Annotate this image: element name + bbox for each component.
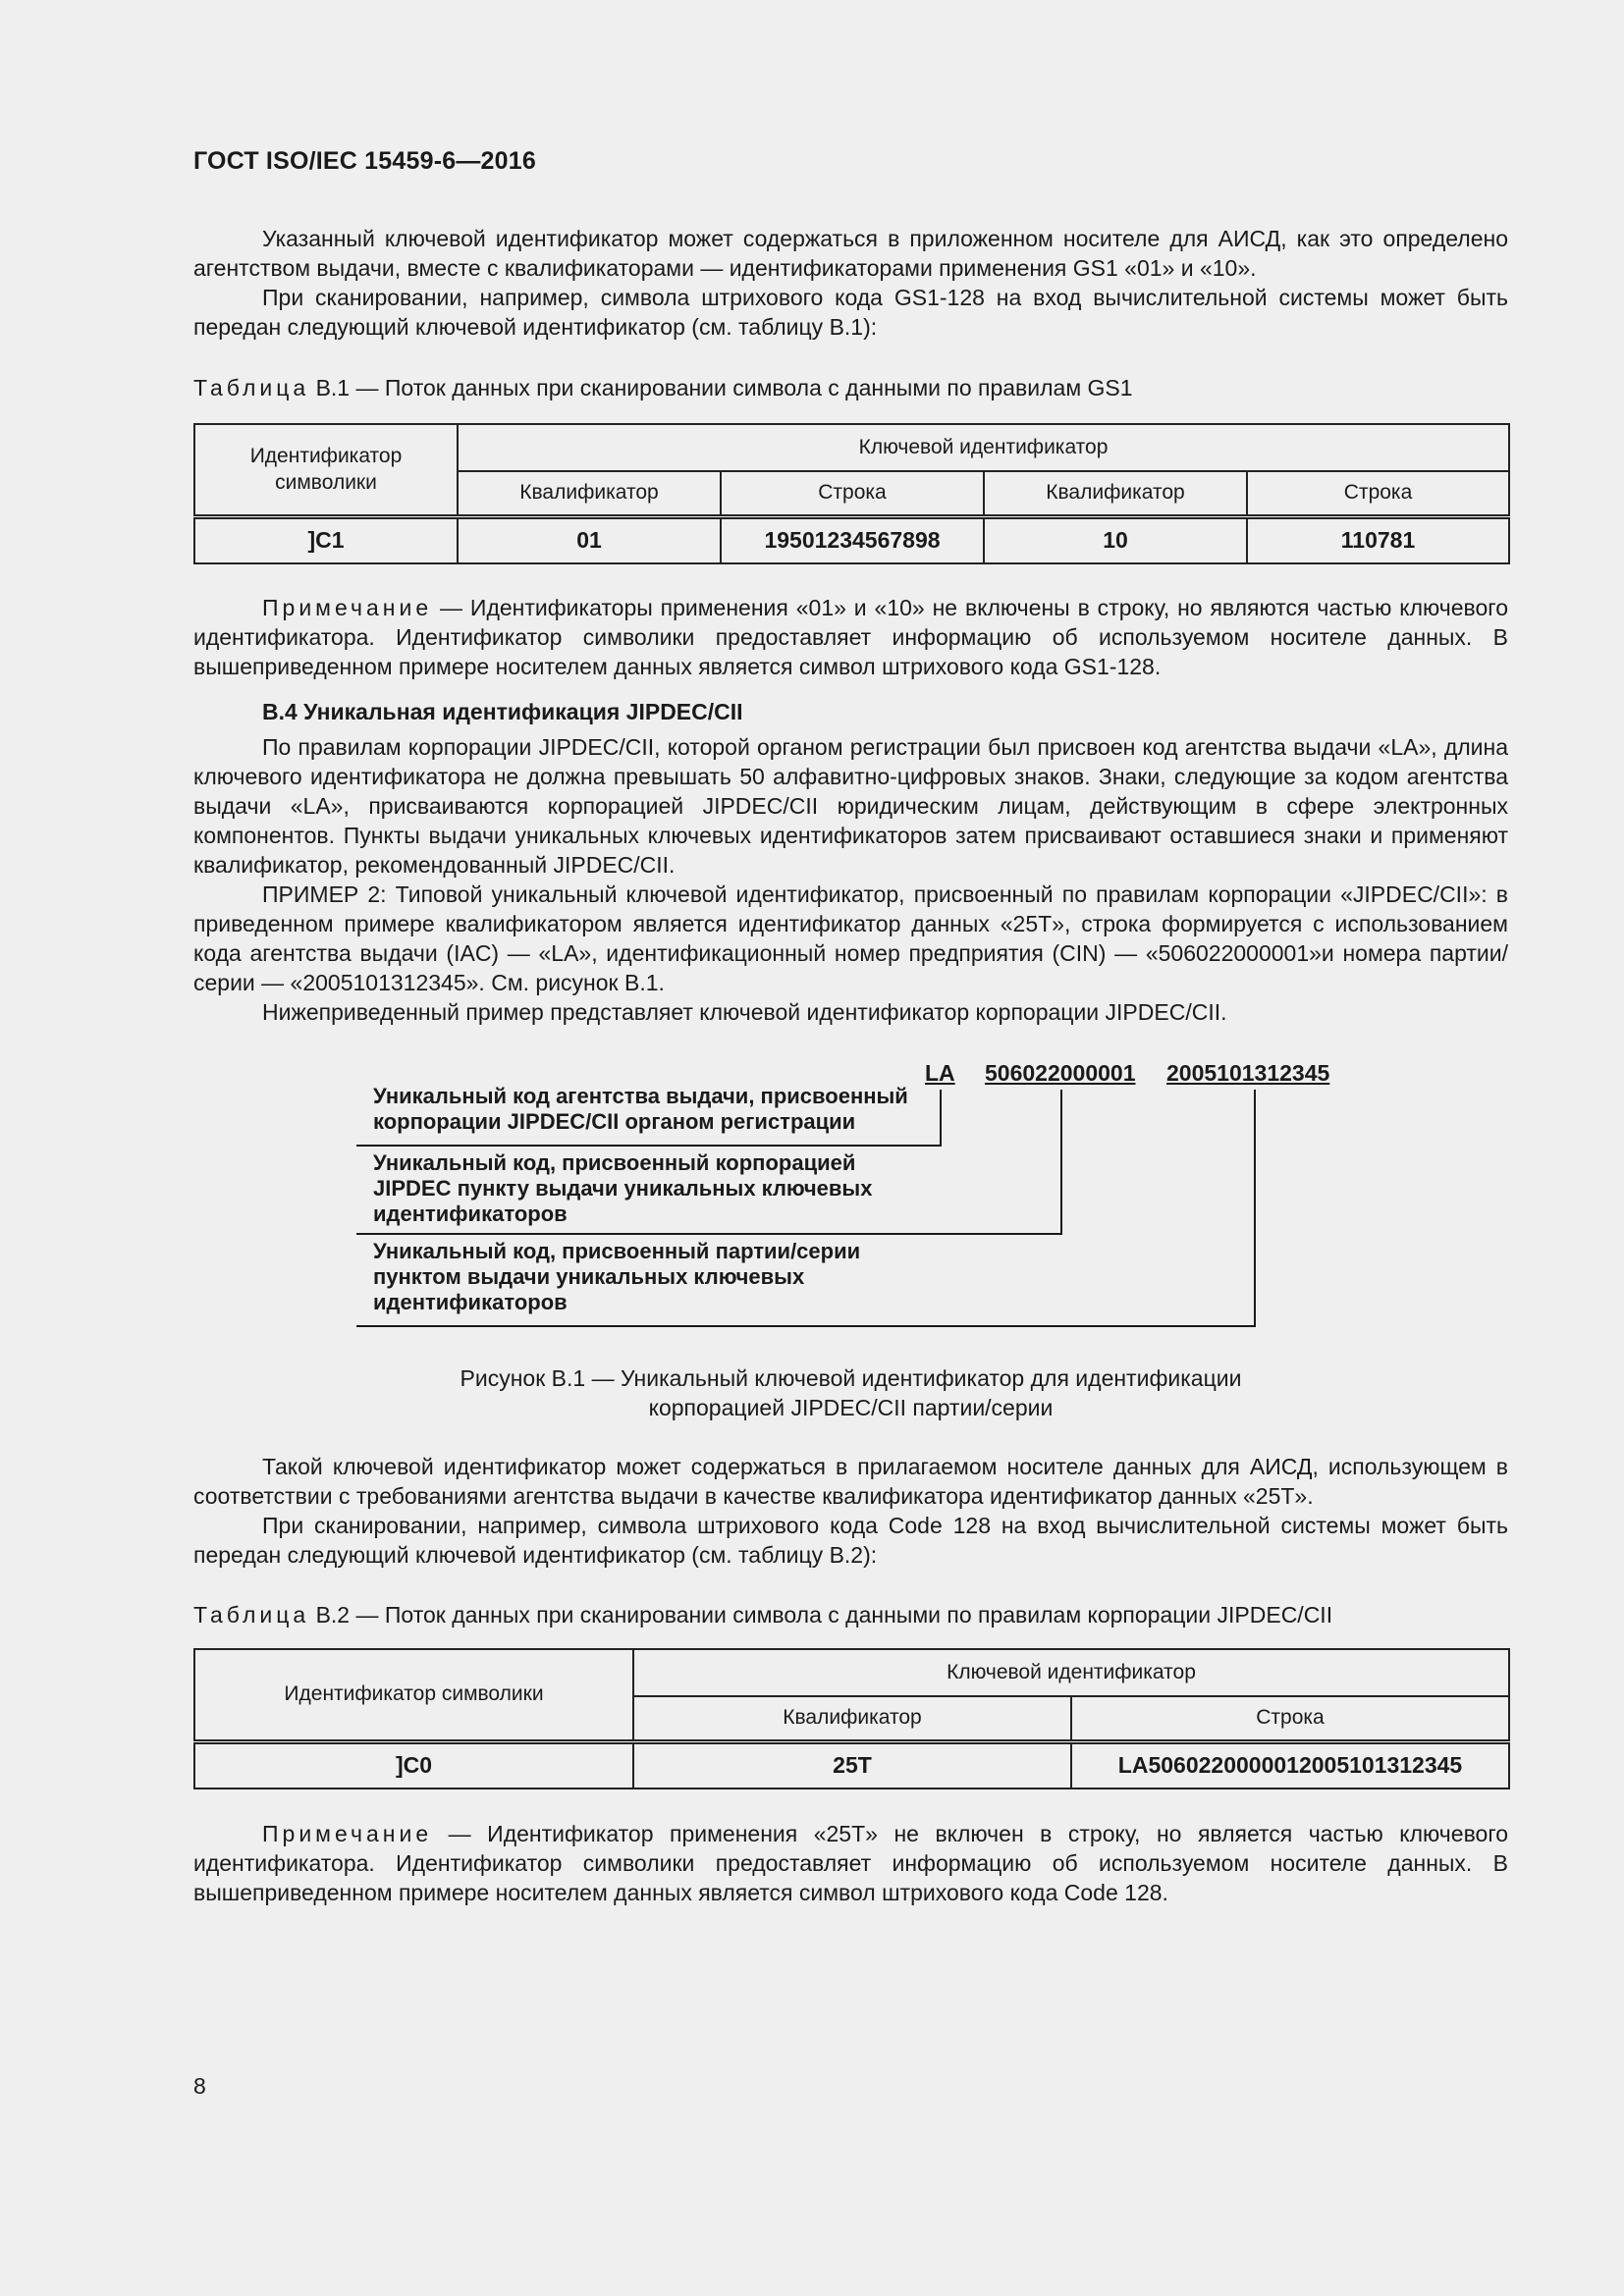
table1-cell: 110781 (1247, 516, 1509, 563)
intro-paragraph-1: Указанный ключевой идентификатор может содержаться в приложенном носителе для АИСД, как это определено агентством выдачи, вместе с квалификаторами — идентификаторами применения GS1 «01» и «10». (193, 226, 1508, 281)
table1-cell: 01 (458, 516, 721, 563)
note2-text: — Идентификатор применения «25T» не включен в строку, но является частью ключевого идентификатора. Идентификатор символики предоставляет информацию об используемом носителе данных. В вышеприведенном примере носителем данных является символ штрихового кода Code 128. (193, 1821, 1508, 1905)
table1-caption-text: В.1 — Поток данных при сканировании символа с данными по правилам GS1 (315, 375, 1133, 400)
table2-caption-prefix: Таблица (193, 1602, 310, 1628)
table1 (193, 423, 1510, 564)
document-header: ГОСТ ISO/IEC 15459-6—2016 (193, 147, 536, 175)
figure-leader-line (356, 1233, 1062, 1235)
figure-code-lot: 2005101312345 (1166, 1060, 1330, 1086)
figure-leader-line (940, 1090, 942, 1147)
figure-leader-line (1254, 1090, 1256, 1327)
figure-leader-line (1060, 1090, 1062, 1235)
table2-header-symbology: Идентификатор символики (194, 1649, 633, 1741)
after-paragraph-1: Такой ключевой идентификатор может содержаться в прилагаемом носителе данных для АИСД, использующем в соответствии с требованиями агентства выдачи в качестве квалификатора идентификатор данных «25T». (193, 1454, 1508, 1509)
table2-row (194, 1741, 1509, 1789)
section-paragraph-3: Нижеприведенный пример представляет ключевой идентификатор корпорации JIPDEC/CII. (262, 999, 1227, 1025)
table1-cell: 19501234567898 (721, 516, 984, 563)
table2-cell: LA5060220000012005101312345 (1071, 1741, 1509, 1789)
table2-caption-text: В.2 — Поток данных при сканировании символа с данными по правилам корпорации JIPDEC/CII (315, 1602, 1333, 1628)
section-paragraph-1: По правилам корпорации JIPDEC/CII, которой органом регистрации был присвоен код агентства выдачи «LA», длина ключевого идентификатора не должна превышать 50 алфавитно-цифровых знаков. Знаки, следующие за кодом агентства выдачи «LA», присваиваются корпорацией JIPDEC/CII юридическим лицам, действующим в сфере электронных компонентов. Пункты выдачи уникальных ключевых идентификаторов затем присваивают оставшиеся знаки и применяют квалификатор, рекомендованный JIPDEC/CII. (193, 734, 1508, 878)
table2-header-key: Ключевой идентификатор (633, 1649, 1509, 1696)
table1-header-symbology: Идентификатор символики (194, 424, 458, 516)
figure-leader-line (356, 1325, 1256, 1327)
table1-header-key: Ключевой идентификатор (458, 424, 1509, 471)
note2 (193, 1819, 1508, 1907)
intro-text (193, 224, 1508, 342)
after-figure-text (193, 1452, 1508, 1570)
table2-cell: ]C0 (194, 1741, 633, 1789)
table1-cell: ]C1 (194, 516, 458, 563)
page-number: 8 (193, 2073, 206, 2099)
table2-subheader: Строка (1071, 1696, 1509, 1741)
note1-text: — Идентификаторы применения «01» и «10» не включены в строку, но являются частью ключевого идентификатора. Идентификатор символики предоставляет информацию об используемом носителе данных. В вышеприведенном примере носителем данных является символ штрихового кода GS1-128. (193, 595, 1508, 679)
figure-label-agency: Уникальный код агентства выдачи, присвоенный корпорации JIPDEC/CII органом регистрации (373, 1084, 908, 1134)
note1-label: Примечание (262, 595, 433, 620)
after-paragraph-2: При сканировании, например, символа штрихового кода Code 128 на вход вычислительной системы может быть передан следующий ключевой идентификатор (см. таблицу В.2): (193, 1513, 1508, 1568)
section-title: В.4 Уникальная идентификация JIPDEC/CII (262, 699, 743, 724)
figure-code-cin: 506022000001 (985, 1060, 1136, 1086)
table2-cell: 25T (633, 1741, 1071, 1789)
table2-subheader: Квалификатор (633, 1696, 1071, 1741)
figure-leader-line (356, 1145, 942, 1147)
table1-subheader: Квалификатор (984, 471, 1247, 516)
table2 (193, 1648, 1510, 1789)
section-example-2: ПРИМЕР 2: Типовой уникальный ключевой идентификатор, присвоенный по правилам корпорации «JIPDEC/CII»: в приведенном примере квалификатором является идентификатор данных «25T», строка формируется с использованием кода агентства выдачи (IAC) — «LA», идентификационный номер предприятия (CIN) — «506022000001»и номера партии/серии — «2005101312345». См. рисунок В.1. (193, 881, 1508, 995)
figure-label-lot: Уникальный код, присвоенный партии/серии пунктом выдачи уникальных ключевых идентификаторов (373, 1239, 861, 1314)
intro-paragraph-2: При сканировании, например, символа штрихового кода GS1-128 на вход вычислительной системы может быть передан следующий ключевой идентификатор (см. таблицу В.1): (193, 285, 1508, 340)
note2-label: Примечание (262, 1821, 433, 1846)
table1-cell: 10 (984, 516, 1247, 563)
figure-label-company: Уникальный код, присвоенный корпорацией JIPDEC пункту выдачи уникальных ключевых идентификаторов (373, 1150, 873, 1226)
figure-code-la: LA (925, 1060, 955, 1086)
table2-caption (193, 1600, 1508, 1629)
table1-subheader: Квалификатор (458, 471, 721, 516)
table1-subheader: Строка (721, 471, 984, 516)
figure-caption: Рисунок В.1 — Уникальный ключевой идентификатор для идентификации корпорацией JIPDEC/CII партии/серии (460, 1365, 1242, 1420)
table1-subheader: Строка (1247, 471, 1509, 516)
table1-row (194, 516, 1509, 563)
table1-caption-prefix: Таблица (193, 375, 310, 400)
table1-caption (193, 373, 1508, 402)
note1 (193, 593, 1508, 681)
section-b4 (193, 697, 1508, 1027)
